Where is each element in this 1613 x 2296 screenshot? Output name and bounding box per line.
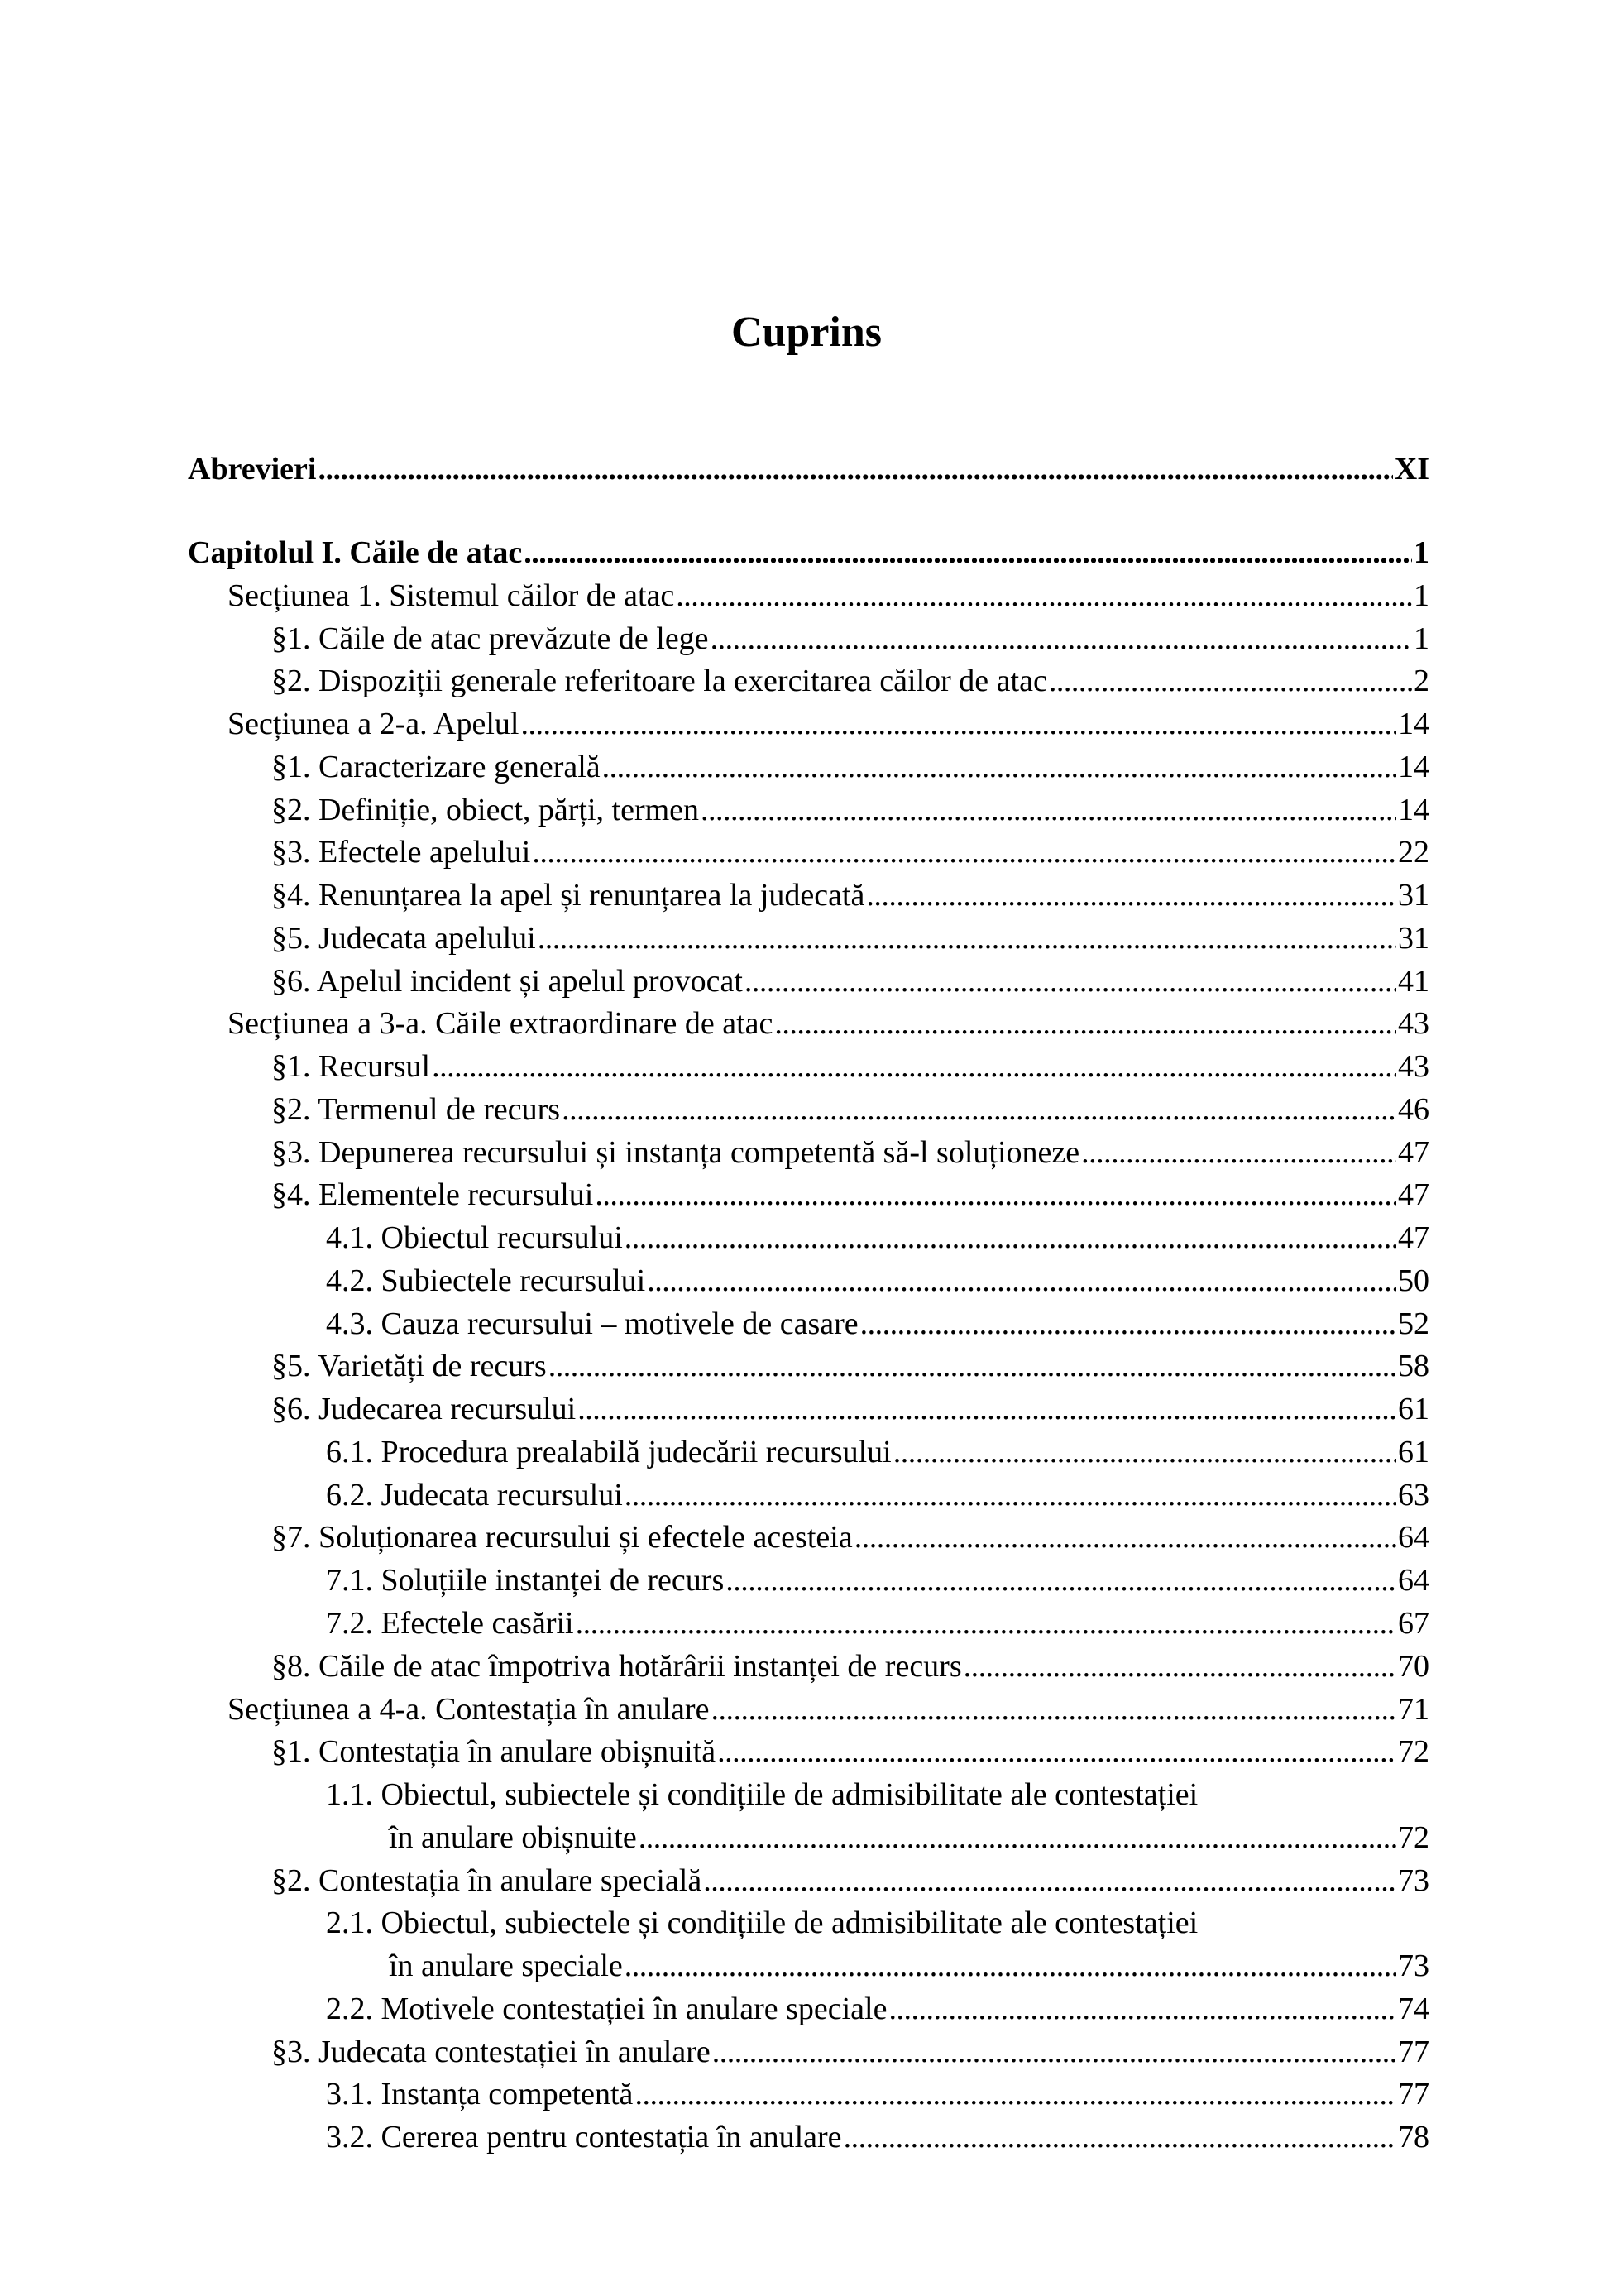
toc-entry-page: 70 [1398, 1648, 1429, 1684]
toc-entry[interactable] [188, 702, 1429, 745]
toc-entry[interactable] [188, 448, 1429, 491]
toc-entry-title: §2. Contestația în anulare specială [271, 1862, 702, 1898]
toc-entry-page: 64 [1398, 1520, 1429, 1555]
toc-entry-title: §4. Elementele recursului [271, 1177, 594, 1213]
dot-leader [625, 1944, 1396, 1987]
toc-entry-title: §1. Contestația în anulare obișnuită [271, 1734, 716, 1770]
toc-entry[interactable] [188, 1559, 1429, 1602]
dot-leader [703, 1859, 1396, 1902]
toc-entry[interactable] [188, 617, 1429, 660]
toc-entry-page: 50 [1398, 1263, 1429, 1298]
toc-entry[interactable] [188, 789, 1429, 832]
toc-entry-page: 61 [1398, 1392, 1429, 1427]
toc-entry[interactable] [188, 1516, 1429, 1559]
dot-leader [1081, 1131, 1396, 1174]
toc-entry-title: §1. Recursul [271, 1049, 431, 1085]
dot-leader [577, 1388, 1396, 1431]
dot-leader [888, 1987, 1396, 2030]
toc-entry[interactable] [188, 1730, 1429, 1773]
toc-entry-page: 63 [1398, 1477, 1429, 1512]
toc-entry-title: §3. Efectele apelului [271, 835, 531, 870]
toc-entry-title: Secțiunea a 2-a. Apelul [227, 707, 519, 742]
toc-entry-title: §3. Judecata contestației în anulare [271, 2034, 711, 2069]
toc-entry-title: §2. Termenul de recurs [271, 1091, 561, 1127]
dot-leader [725, 1559, 1396, 1602]
toc-entry-page: 74 [1398, 1991, 1429, 2026]
toc-entry-page: 77 [1398, 2034, 1429, 2069]
toc-entry-title: în anulare speciale [389, 1948, 623, 1984]
toc-entry-title: 1.1. Obiectul, subiectele și condițiile de admisibilitate ale contestației [326, 1777, 1199, 1813]
toc-entry-title: §1. Caracterizare generală [271, 749, 601, 784]
toc-entry-page: 1 [1414, 535, 1429, 570]
toc-entry-page: 31 [1398, 878, 1429, 913]
toc-entry-page: 78 [1398, 2120, 1429, 2155]
toc-entry[interactable] [188, 1944, 1429, 1987]
toc-entry-title: 7.1. Soluțiile instanței de recurs [326, 1563, 725, 1599]
toc-entry[interactable] [188, 1987, 1429, 2030]
toc-entry[interactable] [188, 531, 1429, 574]
toc-entry-page: 14 [1398, 749, 1429, 784]
toc-entry[interactable] [188, 1688, 1429, 1731]
toc-entry-title: Secțiunea 1. Sistemul căilor de atac [227, 578, 675, 613]
toc-entry-page: 41 [1398, 963, 1429, 999]
dot-leader [625, 1474, 1396, 1517]
toc-entry[interactable] [188, 1388, 1429, 1431]
dot-leader [524, 531, 1412, 574]
dot-leader [532, 831, 1396, 874]
dot-leader [774, 1002, 1396, 1045]
dot-leader [634, 2073, 1396, 2116]
toc-entry[interactable] [188, 2073, 1429, 2116]
toc-entry-title: Secțiunea a 3-a. Căile extraordinare de atac [227, 1006, 773, 1042]
toc-entry[interactable] [188, 745, 1429, 789]
dot-leader [639, 1816, 1396, 1859]
toc-entry-title: 3.2. Cererea pentru contestația în anulare [326, 2120, 842, 2155]
toc-entry[interactable] [188, 1474, 1429, 1517]
toc-entry-page: 43 [1398, 1049, 1429, 1085]
toc-entry[interactable] [188, 1259, 1429, 1302]
toc-entry[interactable] [188, 1045, 1429, 1088]
toc-entry-title: 4.1. Obiectul recursului [326, 1220, 623, 1256]
dot-leader [860, 1302, 1396, 1345]
toc-entry-page: 1 [1414, 621, 1429, 656]
dot-leader [893, 1431, 1396, 1474]
dot-leader [701, 789, 1396, 832]
dot-leader [595, 1173, 1396, 1216]
toc-entry-title: §2. Definiție, obiect, părți, termen [271, 792, 700, 827]
dot-leader [625, 1216, 1396, 1259]
toc-entry[interactable] [188, 1431, 1429, 1474]
toc-entry-title: 6.2. Judecata recursului [326, 1477, 623, 1512]
toc-entry-title: 2.1. Obiectul, subiectele și condițiile de admisibilitate ale contestației [326, 1905, 1199, 1941]
toc-entry-page: 64 [1398, 1563, 1429, 1599]
dot-leader [866, 874, 1396, 917]
toc-entry-title: §5. Varietăți de recurs [271, 1349, 547, 1384]
toc-entry-page: 2 [1414, 664, 1429, 699]
dot-leader [676, 574, 1412, 617]
toc-entry[interactable] [188, 1816, 1429, 1859]
toc-entry[interactable] [188, 1645, 1429, 1688]
toc-entry-page: 77 [1398, 2077, 1429, 2112]
dot-leader [318, 448, 1392, 491]
toc-entry[interactable] [188, 1002, 1429, 1045]
toc-entry-page: 58 [1398, 1349, 1429, 1384]
toc-entry[interactable] [188, 917, 1429, 960]
toc-entry-title: Secțiunea a 4-a. Contestația în anulare [227, 1691, 710, 1727]
toc-entry-page: 14 [1398, 707, 1429, 742]
toc-entry-title: Abrevieri [188, 452, 317, 487]
toc-entry-page: 72 [1398, 1734, 1429, 1770]
toc-entry[interactable] [188, 960, 1429, 1003]
toc-entry-title: §1. Căile de atac prevăzute de lege [271, 621, 709, 656]
toc-entry[interactable] [188, 1216, 1429, 1259]
toc-entry[interactable] [188, 1773, 1429, 1816]
dot-leader [520, 702, 1396, 745]
toc-entry-page: 47 [1398, 1177, 1429, 1213]
dot-leader [711, 1688, 1396, 1731]
dot-leader [602, 745, 1396, 789]
dot-leader [744, 960, 1396, 1003]
dot-leader [1049, 659, 1412, 702]
toc-entry-title: 4.3. Cauza recursului – motivele de casare [326, 1306, 859, 1341]
toc-entry-page: 14 [1398, 792, 1429, 827]
dot-leader [576, 1602, 1396, 1645]
toc-entry-page: 52 [1398, 1306, 1429, 1341]
toc-entry-title: §5. Judecata apelului [271, 920, 536, 956]
dot-leader [964, 1645, 1396, 1688]
dot-leader [432, 1045, 1396, 1088]
toc-entry[interactable] [188, 1859, 1429, 1902]
toc-entry[interactable] [188, 1901, 1429, 1944]
toc-entry-page: 47 [1398, 1220, 1429, 1256]
toc-entry-page: 31 [1398, 920, 1429, 956]
toc-entry-title: 6.1. Procedura prealabilă judecării recursului [326, 1434, 892, 1469]
dot-leader [711, 617, 1412, 660]
toc-entry-title: §2. Dispoziții generale referitoare la exercitarea căilor de atac [271, 664, 1047, 699]
toc-entry[interactable] [188, 2030, 1429, 2073]
dot-leader [562, 1088, 1396, 1131]
toc-entry[interactable] [188, 1602, 1429, 1645]
dot-leader [712, 2030, 1396, 2073]
toc-entry[interactable] [188, 874, 1429, 917]
toc-entry[interactable] [188, 574, 1429, 617]
toc-entry-page: 73 [1398, 1862, 1429, 1898]
toc-entry-page: 72 [1398, 1819, 1429, 1855]
toc-entry-page: 67 [1398, 1606, 1429, 1641]
toc-entry[interactable] [188, 659, 1429, 702]
toc-entry-title: în anulare obișnuite [389, 1819, 637, 1855]
toc-entry[interactable] [188, 1088, 1429, 1131]
toc-entry-title: §6. Apelul incident și apelul provocat [271, 963, 743, 999]
toc-entry-page: 71 [1398, 1691, 1429, 1727]
dot-leader [854, 1516, 1396, 1559]
toc-entry-title: §4. Renunțarea la apel și renunțarea la judecată [271, 878, 865, 913]
toc-entry[interactable] [188, 1302, 1429, 1345]
toc-entry-title: §7. Soluționarea recursului și efectele acesteia [271, 1520, 853, 1555]
toc-entry-title: 3.1. Instanța competentă [326, 2077, 634, 2112]
toc-entry-title: §3. Depunerea recursului și instanța competentă să-l soluționeze [271, 1134, 1080, 1170]
toc-entry-page: 73 [1398, 1948, 1429, 1984]
toc-entry[interactable] [188, 1173, 1429, 1216]
dot-leader [548, 1345, 1396, 1388]
toc-entry-page: 61 [1398, 1434, 1429, 1469]
dot-leader [844, 2116, 1396, 2159]
toc-entry-page: XI [1394, 452, 1429, 487]
toc-entry[interactable] [188, 831, 1429, 874]
dot-leader [717, 1730, 1396, 1773]
toc-entry-page: 46 [1398, 1091, 1429, 1127]
toc-entry-title: 7.2. Efectele casării [326, 1606, 574, 1641]
toc-entry[interactable] [188, 2116, 1429, 2159]
toc-entry-title: Capitolul I. Căile de atac [188, 535, 523, 570]
page-title: Cuprins [730, 309, 883, 356]
toc-entry-page: 43 [1398, 1006, 1429, 1042]
toc-entry-page: 22 [1398, 835, 1429, 870]
toc-entry[interactable] [188, 1131, 1429, 1174]
toc-entry-title: 4.2. Subiectele recursului [326, 1263, 646, 1298]
dot-leader [647, 1259, 1396, 1302]
toc-entry-title: §6. Judecarea recursului [271, 1392, 577, 1427]
toc-entry[interactable] [188, 1345, 1429, 1388]
toc-entry-page: 1 [1414, 578, 1429, 613]
toc-entry-page: 47 [1398, 1134, 1429, 1170]
toc-entry-title: 2.2. Motivele contestației în anulare speciale [326, 1991, 888, 2026]
toc-entry-title: §8. Căile de atac împotriva hotărârii instanței de recurs [271, 1648, 962, 1684]
dot-leader [538, 917, 1396, 960]
